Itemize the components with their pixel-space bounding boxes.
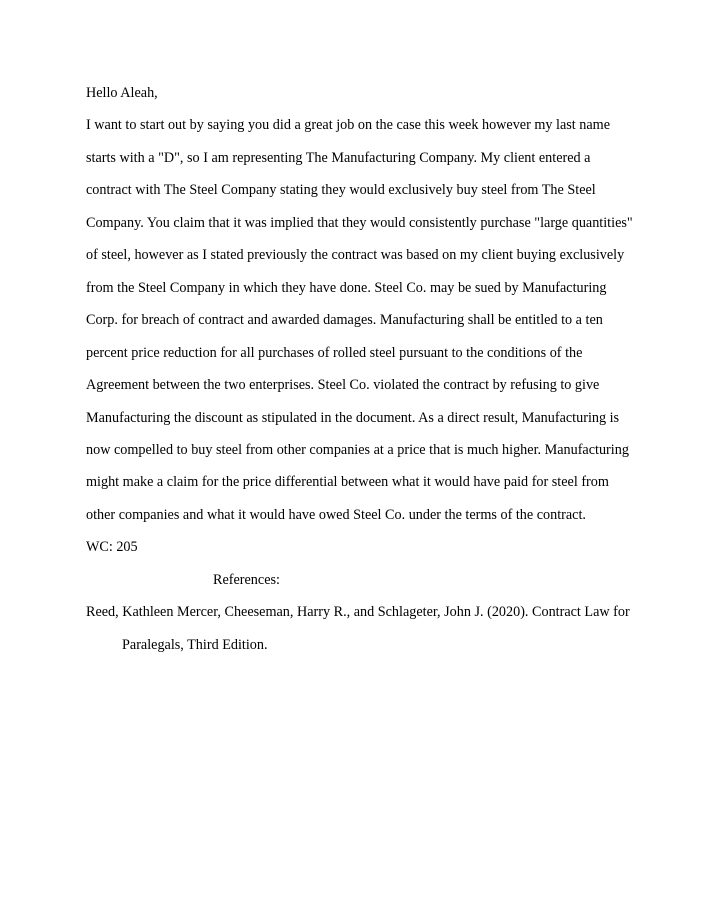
reference-entry-line-1: Reed, Kathleen Mercer, Cheeseman, Harry R., and Schlageter, John J. (2020). Contract Law for (86, 604, 630, 620)
body-line-6: from the Steel Company in which they have done. Steel Co. may be sued by Manufacturing (86, 280, 607, 296)
body-line-2: starts with a "D", so I am representing The Manufacturing Company. My client entered a (86, 150, 591, 166)
body-line-9: Agreement between the two enterprises. Steel Co. violated the contract by refusing to give (86, 377, 600, 393)
references-heading: References: (213, 572, 280, 588)
body-line-5: of steel, however as I stated previously the contract was based on my client buying exclusively (86, 247, 625, 263)
body-line-12: might make a claim for the price differential between what it would have paid for steel from (86, 474, 609, 490)
body-line-8: percent price reduction for all purchases of rolled steel pursuant to the conditions of the (86, 345, 583, 361)
body-line-7: Corp. for breach of contract and awarded damages. Manufacturing shall be entitled to a ten (86, 312, 603, 328)
body-line-11: now compelled to buy steel from other companies at a price that is much higher. Manufacturing (86, 442, 629, 458)
body-line-13: other companies and what it would have owed Steel Co. under the terms of the contract. (86, 507, 586, 523)
body-line-3: contract with The Steel Company stating they would exclusively buy steel from The Steel (86, 182, 596, 198)
greeting: Hello Aleah, (86, 85, 158, 101)
reference-entry-line-2: Paralegals, Third Edition. (122, 637, 268, 653)
body-line-4: Company. You claim that it was implied that they would consistently purchase "large quantities" (86, 215, 633, 231)
body-line-10: Manufacturing the discount as stipulated in the document. As a direct result, Manufacturing is (86, 410, 620, 426)
body-line-1: I want to start out by saying you did a great job on the case this week however my last name (86, 117, 611, 133)
word-count: WC: 205 (86, 539, 138, 555)
